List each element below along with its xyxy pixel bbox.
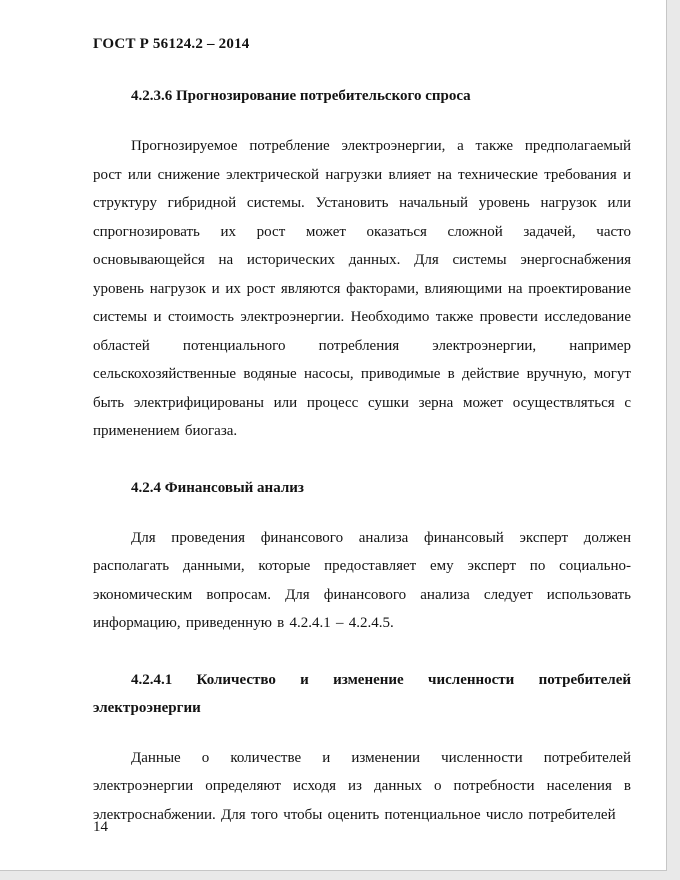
- section-heading-4-2-3-6: 4.2.3.6 Прогнозирование потребительского спроса: [131, 88, 471, 104]
- page-number: 14: [93, 819, 108, 835]
- paragraph-consumer-count: Данные о количестве и изменении численности потребителей электроэнергии определяют исходя из данных о потребности населения в электроснабжении. Для того чтобы оценить потенциальное число потребителей: [93, 749, 631, 823]
- paragraph-financial-analysis: Для проведения финансового анализа финансовый эксперт должен располагать данными, которые предоставляет ему эксперт по социально-экономическим вопросам. Для финансового анализа следует использовать информацию, приведенную в 4.2.4.1 – 4.2.4.5.: [93, 529, 631, 631]
- section-heading-4-2-4-1: 4.2.4.1 Количество и изменение численности потребителей электроэнергии: [93, 671, 631, 716]
- document-title-header: ГОСТ Р 56124.2 – 2014: [93, 36, 250, 52]
- section-heading-4-2-4: 4.2.4 Финансовый анализ: [131, 479, 304, 496]
- paragraph-demand-forecast: Прогнозируемое потребление электроэнергии, а также предполагаемый рост или снижение электрической нагрузки влияет на технические требования и структуру гибридной системы. Установить начальный уровень нагрузок или спрогнозировать их рост может оказаться сложной задачей, часто основывающейся на исторических данных. Для системы энергоснабжения уровень нагрузок и их рост являются факторами, влияющими на проектирование системы и стоимость электроэнергии. Необходимо также провести исследование областей потенциального потребления электроэнергии, например сельскохозяйственные водяные насосы, приводимые в действие вручную, могут быть электрифицированы или процесс сушки зерна может осуществляться с применением биогаза.: [93, 138, 631, 439]
